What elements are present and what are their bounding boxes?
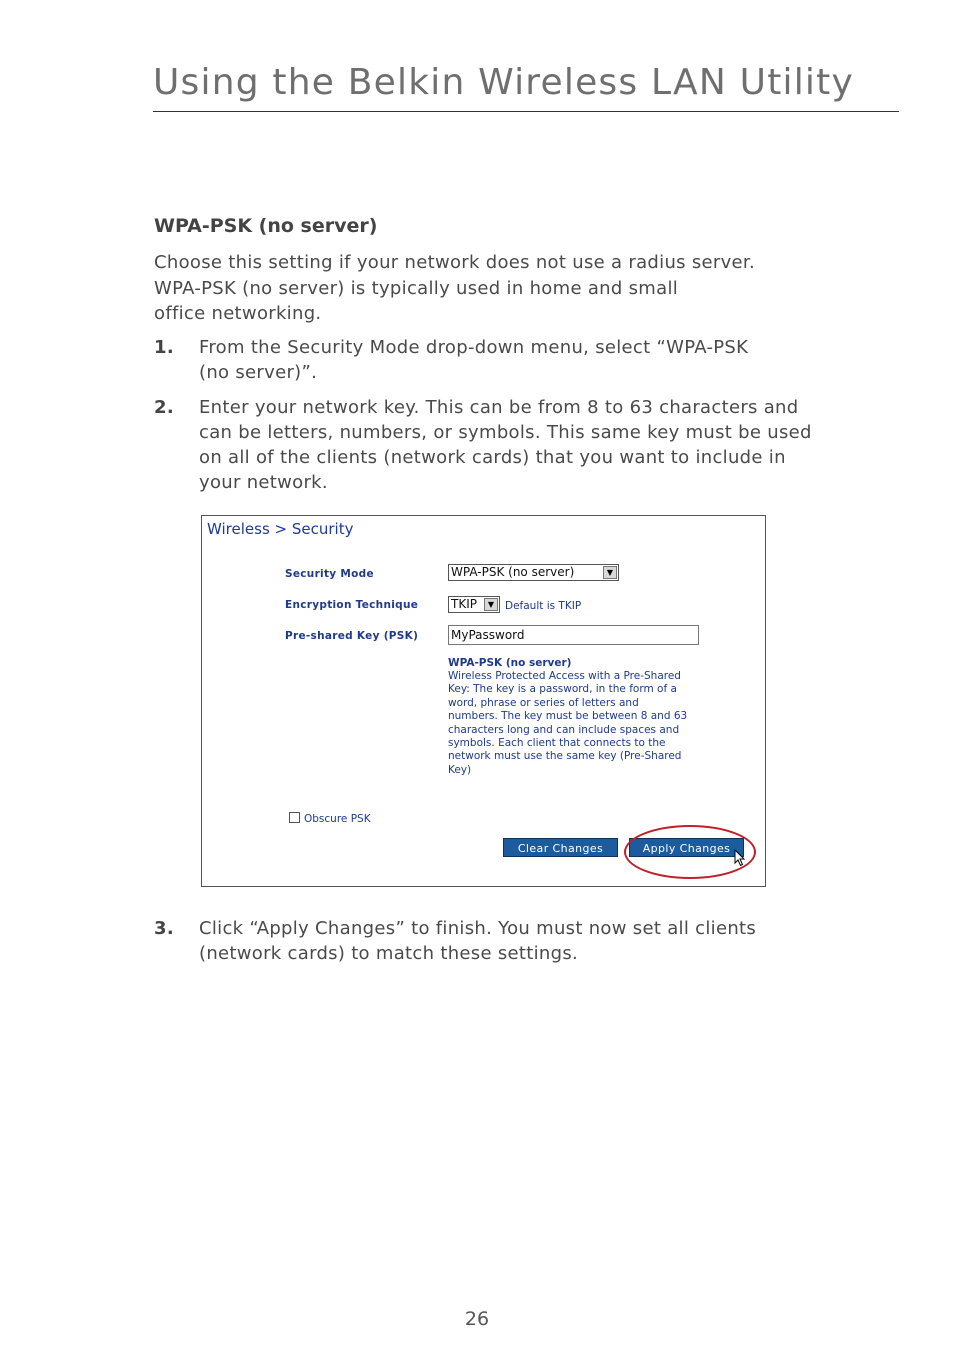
help-line: Wireless Protected Access with a Pre-Shared <box>448 670 681 682</box>
dropdown-arrow-icon[interactable]: ▼ <box>603 566 617 579</box>
step-text <box>199 335 889 385</box>
obscure-psk-option[interactable] <box>289 812 371 825</box>
step-line: Enter your network key. This can be from 8 to 63 characters and <box>199 397 799 418</box>
encryption-technique-value: TKIP <box>451 597 477 611</box>
step-text <box>199 395 889 495</box>
security-settings-screenshot <box>201 515 766 887</box>
security-mode-label: Security Mode <box>285 568 374 580</box>
encryption-technique-select[interactable] <box>448 596 500 613</box>
apply-changes-button[interactable]: Apply Changes <box>629 838 744 857</box>
intro-paragraph <box>154 250 874 327</box>
encryption-default-note: Default is TKIP <box>505 600 582 612</box>
obscure-psk-checkbox[interactable] <box>289 812 300 823</box>
intro-line: office networking. <box>154 303 322 324</box>
step-number: 3. <box>154 918 174 939</box>
section-heading: WPA-PSK (no server) <box>154 215 378 237</box>
step-number: 1. <box>154 337 174 358</box>
clear-changes-button[interactable]: Clear Changes <box>503 838 618 857</box>
intro-line: WPA-PSK (no server) is typically used in home and small <box>154 277 679 299</box>
breadcrumb: Wireless > Security <box>207 520 354 538</box>
step-line: on all of the clients (network cards) that you want to include in <box>199 447 786 468</box>
intro-line: Choose this setting if your network does not use a radius server. <box>154 252 756 273</box>
obscure-psk-label: Obscure PSK <box>304 813 371 825</box>
encryption-technique-label: Encryption Technique <box>285 599 419 611</box>
help-line: symbols. Each client that connects to the <box>448 737 666 750</box>
help-heading: WPA-PSK (no server) <box>448 657 572 669</box>
psk-input[interactable]: MyPassword <box>448 625 699 645</box>
help-text <box>448 670 710 777</box>
page-number: 26 <box>464 1308 490 1330</box>
step-line: From the Security Mode drop-down menu, select “WPA-PSK <box>199 337 749 358</box>
step-number: 2. <box>154 397 174 418</box>
security-mode-value: WPA-PSK (no server) <box>451 565 575 579</box>
step-line: Click “Apply Changes” to finish. You must now set all clients <box>199 918 757 939</box>
help-line: characters long and can include spaces and <box>448 723 680 736</box>
step-text <box>199 916 889 966</box>
psk-label: Pre-shared Key (PSK) <box>285 630 419 642</box>
step-line: (network cards) to match these settings. <box>199 943 579 964</box>
help-line: network must use the same key (Pre-Shared <box>448 750 682 763</box>
step-line: your network. <box>199 472 328 493</box>
chapter-title: Using the Belkin Wireless LAN Utility <box>153 62 854 103</box>
security-mode-select[interactable] <box>448 564 619 581</box>
dropdown-arrow-icon[interactable]: ▼ <box>484 598 498 611</box>
help-line: Key) <box>448 763 472 776</box>
step-line: (no server)”. <box>199 362 318 383</box>
mouse-pointer-icon <box>734 849 746 867</box>
title-divider <box>153 111 899 112</box>
step-line: can be letters, numbers, or symbols. This same key must be used <box>199 422 812 443</box>
help-line: Key: The key is a password, in the form of a <box>448 683 677 696</box>
help-line: numbers. The key must be between 8 and 63 <box>448 710 688 723</box>
help-line: word, phrase or series of letters and <box>448 696 639 709</box>
